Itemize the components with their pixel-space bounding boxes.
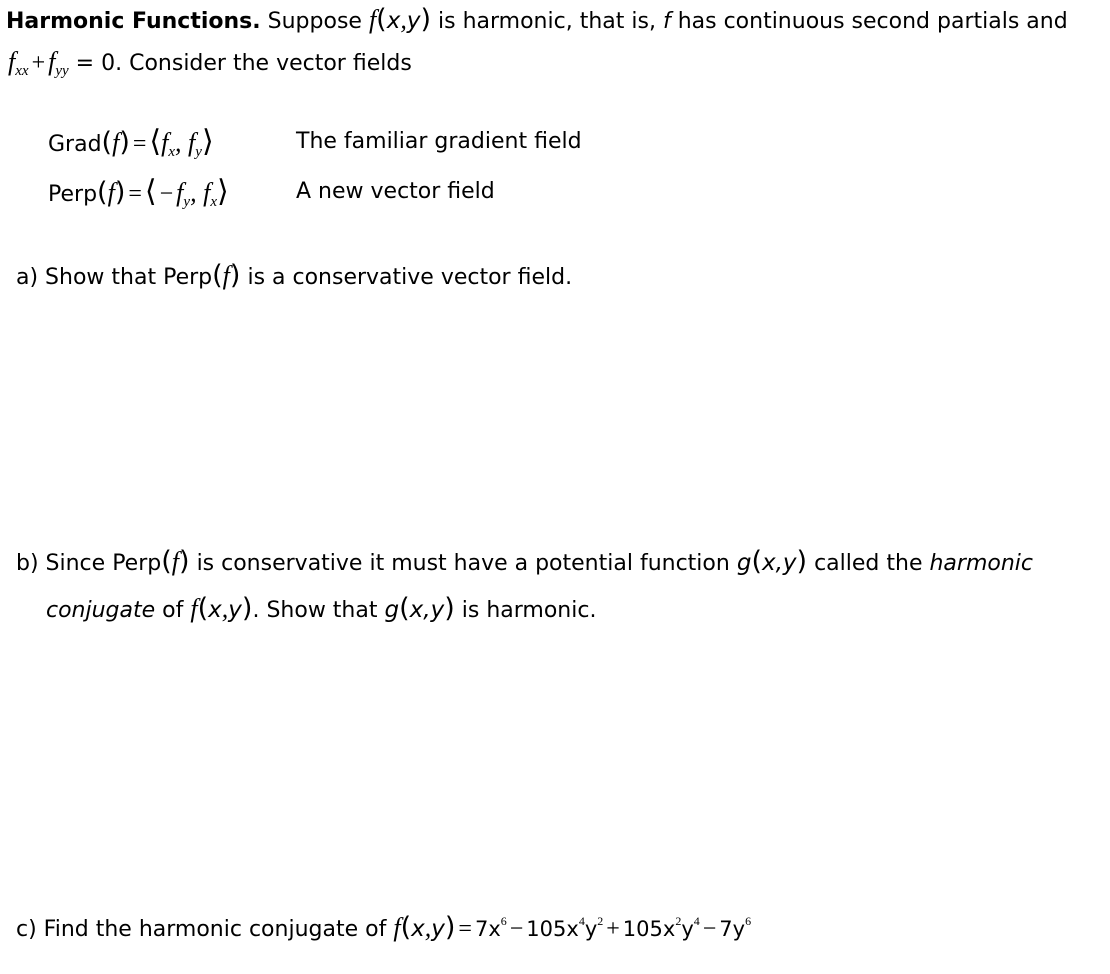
poly-term-2-exp-y: 2 [597,914,604,928]
part-b-text-2: called the [814,551,923,576]
grad-formula: $(f) = ⟨f_x$, $f_y⟩$ [101,124,214,160]
part-b-line-1 [16,546,1033,578]
poly-term-1: 7x [474,917,501,941]
math-f-of-xy-b: f(x,y) [190,593,253,624]
poly-term-2-y: y [584,917,598,941]
intro-line-1 [6,4,1068,36]
equation-equals-zero: = 0. [75,51,123,76]
poly-term-1-exp: 6 [500,914,507,928]
part-b-text-4: . Show that [252,598,378,623]
intro-line-2 [8,46,412,80]
part-b-math-perp: (f) [161,546,190,577]
poly-term-3-exp-x: 2 [675,914,682,928]
math-laplace-equation: $f_{xx} + f_{yy}$ [8,47,69,79]
intro-f-letter: f [662,9,671,34]
math-g-of-xy: g(x,y) [736,546,808,577]
poly-term-4: 7y [719,917,746,941]
part-c: c) Find the harmonic conjugate of $f(x,y) = 7x^6 - 105x^4y^2 + 105x^2y^4 - 7y^6$ [16,912,752,943]
math-f-of-xy-c: f(x,y) [393,912,456,943]
polynomial: $7x^6 - 105x^4y^2 + 105x^2y^4 - 7y^6$ [474,914,752,942]
poly-term-4-exp: 6 [745,914,752,928]
intro-text-consider: Consider the vector fields [129,51,412,76]
part-b-conjugate: conjugate [46,598,156,623]
intro-text-suppose: Suppose [267,9,362,34]
math-f-of-xy: f(x,y) [368,4,432,35]
poly-term-2: 105x [526,917,579,941]
intro-text-is-harmonic: is harmonic, that is, [438,9,656,34]
part-b-label: b) Since [16,551,106,576]
part-a-label: a) Show that [16,265,157,290]
poly-term-3-exp-y: 4 [693,914,700,928]
part-c-label: c) Find the harmonic conjugate of [16,917,387,942]
poly-term-2-exp-x: 4 [578,914,585,928]
section-title: Harmonic Functions. [6,9,261,34]
poly-term-3-y: y [681,917,694,941]
part-a-math: (f) [212,260,241,291]
grad-definition [48,124,214,161]
part-b-line-2 [46,593,596,625]
math-g-of-xy-b: g(x,y) [384,593,455,624]
perp-formula: (f) = ⟨ − $f_y$, $f_x⟩$ [97,174,229,210]
intro-text-continuous: has continuous second partials and [677,9,1068,34]
part-a-text: is a conservative vector field. [247,265,573,290]
poly-term-3: 105x [622,917,676,941]
part-a-perp: Perp [163,265,213,290]
part-b-text-5: is harmonic. [461,598,597,623]
grad-description: The familiar gradient field [296,129,582,154]
part-a [16,260,572,292]
part-b-perp: Perp [112,551,162,576]
perp-definition [48,174,229,211]
part-b-harmonic: harmonic [929,551,1033,576]
part-b-text-3: of [162,598,184,623]
perp-name: Perp [48,182,98,207]
grad-name: Grad [48,132,102,157]
perp-description: A new vector field [296,179,495,204]
part-b-text-1: is conservative it must have a potential function [196,551,730,576]
